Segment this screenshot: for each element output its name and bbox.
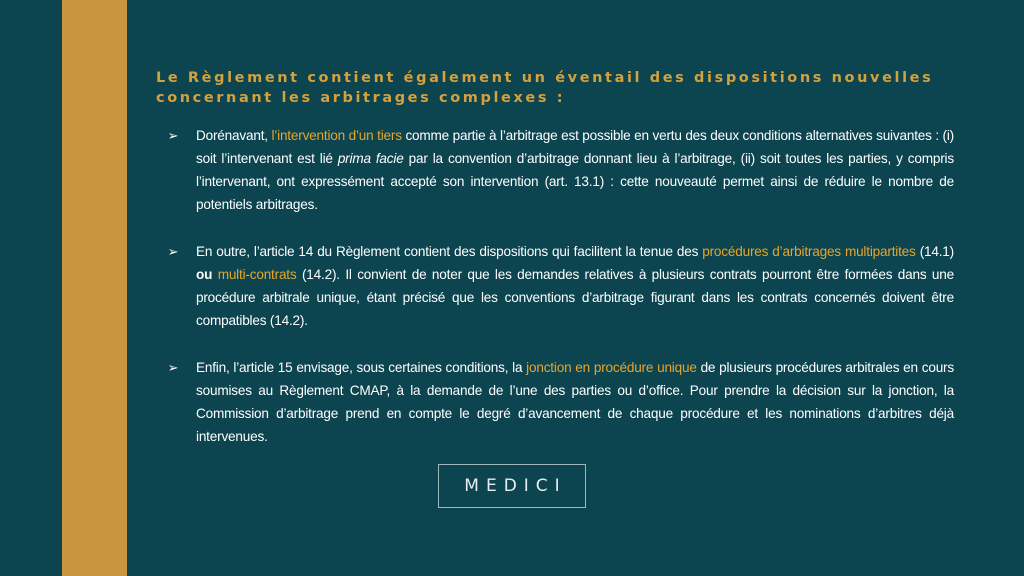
bullet-text: comme partie à l’arbitrage est possible en vertu des deux conditions alternatives suivantes : (i) soit l’intervenant est lié xyxy=(196,128,955,166)
bullet-text: (14.1) xyxy=(915,244,954,259)
heading-line-1: Le Règlement contient également un éventail des dispositions nouvelles xyxy=(156,70,934,86)
bullet-item-multipartites xyxy=(166,240,954,332)
bullet-list xyxy=(166,124,954,472)
bullet-text: par la convention d’arbitrage donnant lieu à l’arbitrage, (ii) soit toutes les parties, y compris l’intervenant, ont expressément accepté son intervention (art. 13.1) : cette nouveauté permet ainsi de réduire le nombre de potentiels arbitrages. xyxy=(196,151,954,212)
bold-text: ou xyxy=(196,267,213,282)
bullet-text: Dorénavant, xyxy=(196,128,272,143)
bullet-item-jonction xyxy=(166,356,954,448)
highlight-text: multi-contrats xyxy=(217,267,297,282)
decorative-gold-band xyxy=(62,0,127,576)
bullet-item-intervention xyxy=(166,124,954,216)
bullet-text: (14.2). Il convient de noter que les demandes relatives à plusieurs contrats pourront être formées dans une procédure arbitrale unique, étant précisé que les conventions d’arbitrage figurant dans les contrats concernés doivent être compatibles (14.2). xyxy=(196,267,955,328)
bullet-text: Enfin, l’article 15 envisage, sous certaines conditions, la xyxy=(196,360,527,375)
heading-line-2: concernant les arbitrages complexes : xyxy=(156,90,566,106)
medici-logo xyxy=(438,464,586,508)
arrow-bullet-icon: ➢ xyxy=(167,244,179,259)
bullet-text: En outre, l’article 14 du Règlement contient des dispositions qui facilitent la tenue des xyxy=(196,244,703,259)
logo-text: MEDICI xyxy=(464,476,567,496)
highlight-text: l’intervention d’un tiers xyxy=(271,128,402,143)
highlight-text: jonction en procédure unique xyxy=(526,360,697,375)
arrow-bullet-icon: ➢ xyxy=(167,360,179,375)
italic-text: prima facie xyxy=(337,151,404,166)
page-heading xyxy=(156,68,966,108)
arrow-bullet-icon: ➢ xyxy=(167,128,179,143)
highlight-text: procédures d’arbitrages multipartites xyxy=(702,244,916,259)
bullet-text: de plusieurs procédures arbitrales en cours soumises au Règlement CMAP, à la demande de l’une des parties ou d’office. Pour prendre la décision sur la jonction, la Commission d’arbitrage prend en compte le degré d’avancement de chaque procédure et les nominations d’arbitres déjà intervenues. xyxy=(196,360,954,444)
